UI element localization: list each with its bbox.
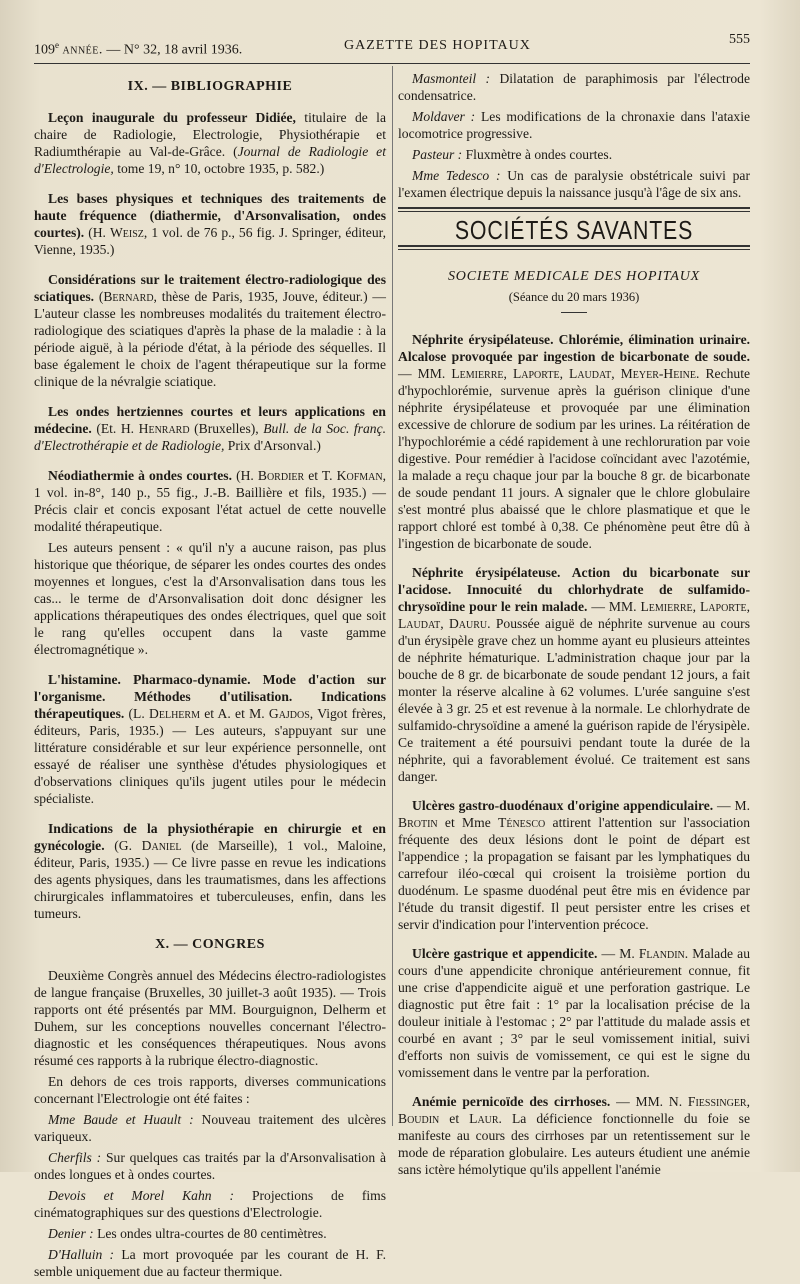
- report-entry: [398, 797, 750, 933]
- bib-author: Weisz,: [109, 225, 148, 240]
- report-entry: [398, 331, 750, 552]
- bib-entry: [34, 467, 386, 535]
- bib-text: thèse de Paris, 1935, Jouve, éditeur.) — L'auteur classe les nombreuses modalités du traitement électro-radiologique des sciatiques d'après la phase de la maladie : à la période aiguë, à la période d'état, à la période des séquelles. Il base également le choix de l'agent thérapeutique sur la forme clinique de la névralgie sciatique.: [34, 289, 386, 389]
- report-authors: Brotin: [398, 815, 438, 830]
- report-text: — MM.: [398, 366, 452, 381]
- report-text: et Mme: [437, 815, 499, 830]
- bib-author: Bernard,: [103, 289, 157, 304]
- report-entry: [398, 945, 750, 1081]
- bib-entry: [34, 820, 386, 922]
- issue-info: [34, 40, 242, 59]
- bib-author: Delherm: [149, 706, 200, 721]
- bib-title: Les ondes hertziennes courtes et leurs applications en médecine.: [34, 404, 386, 436]
- communication-item: [34, 1187, 386, 1221]
- bib-text: Vigot frères, éditeurs, Paris, 1935.) — Les auteurs, s'appuyant sur une littérature considérable et sur leur expérience personnelle, ont essayé de réaliser une synthèse d'études physiologiques et d'observations cliniques qu'ils jugent utiles pour le médecin spécialiste.: [34, 706, 386, 806]
- bib-text: (H.: [232, 468, 258, 483]
- bib-entry: [34, 271, 386, 390]
- communication-author: Moldaver :: [412, 109, 476, 124]
- bib-text: (Bruxelles),: [189, 421, 264, 436]
- bib-journal: Bull. de la Soc. franç. d'Electrothérapie et de Radiologie,: [34, 421, 387, 453]
- communication-author: Mme Tedesco :: [412, 168, 501, 183]
- bib-author: Gajdos,: [268, 706, 314, 721]
- page-number: 555: [729, 32, 750, 47]
- section-rule: [398, 245, 750, 250]
- communication-author: D'Halluin :: [48, 1247, 115, 1262]
- communication-author: Devois et Morel Kahn :: [48, 1188, 235, 1203]
- communication-text: Dilatation de paraphimosis par l'électrode condensatrice.: [398, 71, 750, 103]
- issue-number: 109: [34, 42, 55, 58]
- communication-text: Les ondes ultra-courtes de 80 centimètres.: [93, 1226, 327, 1241]
- report-text: — M.: [597, 946, 639, 961]
- bib-author: Bordier: [257, 468, 305, 483]
- communication-item: [398, 70, 750, 104]
- report-text: Malade au cours d'une appendicite chronique antérieurement connue, fit une crise d'appendicite aiguë et une perforation gastrique. Le diagnostic put être fait : 1° par la localisation précise de la douleur initiale à l'estomac ; 2° par l'attitude du malade assis et courbé en avant ; 3° par le seul vomissement initial, suivi d'efforts non suivis de vomissement, ce qui est le signe du vomissement dans le ventre par la perforation.: [398, 946, 750, 1080]
- communication-author: Cherfils :: [48, 1150, 102, 1165]
- communication-text: Fluxmètre à ondes courtes.: [462, 147, 613, 162]
- header-rule: [34, 63, 750, 64]
- communication-item: [398, 108, 750, 142]
- bib-entry: [34, 403, 386, 454]
- communication-item: [34, 1246, 386, 1280]
- bib-author: Kofman,: [336, 468, 386, 483]
- bib-text: (L.: [124, 706, 150, 721]
- bib-text: (de Marseille), 1 vol., Maloine, éditeur, Paris, 1935.) — Ce livre passe en revue les indications des agents physiques, dans les traumatismes, dans les affections chirurgicales inflammatoires et tuberculeuses, enfin, dans les tumeurs.: [34, 838, 386, 921]
- communication-author: Masmonteil :: [412, 71, 491, 86]
- bib-title: Considérations sur le traitement électro-radiologique des sciatiques.: [34, 272, 386, 304]
- bib-text: 1 vol. in-8°, 140 p., 55 fig., J.-B. Baillière et fils, 1935.) — Précis clair et concis exposant l'état actuel de cette nouvelle modalité thérapeutique.: [34, 485, 386, 534]
- bib-title: Leçon inaugurale du professeur Didiée,: [48, 110, 296, 125]
- bib-text: et T.: [304, 468, 337, 483]
- report-authors: Ténesco: [498, 815, 546, 830]
- bib-entry: [34, 109, 386, 177]
- bib-text: titulaire de la chaire de Radiologie, Electrologie, Physiothérapie et Radiumthérapie au Val-de-Grâce. (: [34, 110, 386, 159]
- communication-text: Sur quelques cas traités par la d'Arsonvalisation à ondes longues et à ondes courtes.: [34, 1150, 386, 1182]
- communication-text: Projections de fims cinématographiques sur des questions d'Electrologie.: [34, 1188, 386, 1220]
- right-column: [398, 70, 750, 1190]
- communication-item: [398, 167, 750, 201]
- bib-text: tome 19, n° 10, octobre 1935, p. 582.): [113, 161, 325, 176]
- congres-paragraph: En dehors de ces trois rapports, diverses communications concernant l'Electrologie ont été faites :: [34, 1074, 386, 1106]
- report-text: attirent l'attention sur l'association fréquente des deux lésions dont le point de départ est l'appendice ; la propagation se faisant par les lymphatiques du carrefour iléo-cœcal qui croisent la troisième portion du duodénum. Le spasme duodénal peut être mis en évidence par l'étude du transit digestif. Il peut persister entre les crises et servir d'indication pour l'intervention précoce.: [398, 815, 750, 932]
- communication-item: [34, 1149, 386, 1183]
- report-title: Néphrite érysipélateuse. Action du bicarbonate sur l'acidose. Innocuité du chlorhydrate de sulfamido-chrysoïdine pour le rein malade.: [398, 565, 750, 614]
- report-title: Anémie pernicoïde des cirrhoses.: [412, 1094, 611, 1109]
- communication-author: Pasteur :: [412, 147, 463, 162]
- bib-text: et A. et M.: [199, 706, 269, 721]
- report-authors: Lemierre, Laporte, Laudat, Meyer-Heine.: [451, 366, 700, 381]
- short-rule: [561, 312, 587, 313]
- seance-date: (Séance du 20 mars 1936): [508, 290, 640, 304]
- communication-item: [34, 1111, 386, 1145]
- report-text: Poussée aiguë de néphrite survenue au cours d'un érysipèle grave chez un homme ayant eu plusieurs atteintes de néphrite hématurique. L'administration chaque jour par la bouche de 8 gr. de bicarbonate de soude pendant 12 jours, a fait monter la réserve alcaline à 62 volumes. L'urée sanguine s'est élevée à 3 gr. 25 et est revenue à la normale. Le chlorhydrate de sulfamido-chrysoïdine a amené la guérison rapide de l'érysipèle. Ce traitement a été poursuivi pendant toute la durée de la néphrite, qui a favorablement évolué. Ce traitement est sans danger.: [398, 616, 750, 784]
- societes-savantes-heading: SOCIÉTÉS SAVANTES: [454, 215, 694, 245]
- report-entry: [398, 564, 750, 785]
- communication-text: Un cas de paralysie obstétricale suivi par l'examen électrique depuis la naissance jusqu'à l'âge de six ans.: [398, 168, 750, 200]
- communication-text: Nouveau traitement des ulcères variqueux.: [34, 1112, 386, 1144]
- page-header: [34, 32, 750, 58]
- report-title: Ulcère gastrique et appendicite.: [412, 946, 598, 961]
- report-text: Rechute d'hypochlorémie, survenue après la guérison clinique d'une néphrite érysipélateuse et provoquée par une élimination excessive de chlorure de sodium par les urines. La réitération de l'hypochlorémie a cédé rapidement à une rechloruration par voie digestive. Pour remédier à l'acidose coïncidant avec l'azotémie, la malade a reçu chaque jour par la bouche 8 gr. de bicarbonate de soude pendant 11 jours. A signaler que le chlore globulaire s'est montré plus abaissé que le chlore plasmatique et que le rapport chloré est tombé à 0,38. Ce phénomène peut être dû à l'ingestion de bicarbonate de soude.: [398, 366, 751, 551]
- communication-text: Les modifications de la chronaxie dans l'ataxie locomotrice progressive.: [398, 109, 750, 141]
- report-text: et: [439, 1111, 470, 1126]
- bib-text: Prix d'Arsonval.): [224, 438, 321, 453]
- bib-entry: [34, 190, 386, 258]
- bib-author: Daniel: [141, 838, 182, 853]
- bib-text: (G.: [104, 838, 142, 853]
- bib-entry: [34, 671, 386, 807]
- report-text: — MM. N.: [610, 1094, 688, 1109]
- bib-title: Néodiathermie à ondes courtes.: [48, 468, 232, 483]
- report-title: Néphrite érysipélateuse. Chlorémie, élimination urinaire. Alcalose provoquée par ingestion de bicarbonate de soude.: [398, 332, 750, 364]
- bib-title: L'histamine. Pharmaco-dynamie. Mode d'action sur l'organisme. Méthodes d'utilisation. Indications thérapeutiques.: [34, 672, 386, 721]
- communication-item: [34, 1225, 386, 1242]
- journal-title: GAZETTE DES HOPITAUX: [344, 38, 531, 53]
- communication-item: [398, 146, 750, 163]
- issue-sup: e: [55, 40, 59, 50]
- report-entry: [398, 1093, 750, 1178]
- bib-journal: Journal de Radiologie et d'Electrologie,: [34, 144, 386, 176]
- report-text: — MM.: [587, 599, 641, 614]
- report-authors: Flandin.: [638, 946, 689, 961]
- issue-annee: année.: [62, 42, 103, 58]
- communication-author: Denier :: [48, 1226, 94, 1241]
- bib-text: (H.: [84, 225, 110, 240]
- report-authors: Lemierre, Laporte, Laudat, Dauru.: [398, 599, 750, 631]
- congres-paragraph: Deuxième Congrès annuel des Médecins électro-radiologistes de langue française (Bruxelles, 30 juillet-3 août 1935). — Trois rapports ont été présentés par MM. Bourguignon, Delherm et Duhem, sur les conceptions nouvelles concernant l'électro-diagnostic et les conséquences thérapeutiques. Nous avons résumé ces rapports à la rubrique électro-diagnostic.: [34, 968, 386, 1068]
- column-separator: [392, 66, 393, 1126]
- bib-text: (Et. H.: [91, 421, 139, 436]
- report-authors: Fiessinger, Boudin: [398, 1094, 750, 1126]
- bib-text: (: [94, 289, 104, 304]
- section-congres-title: X. — CONGRES: [155, 937, 265, 952]
- bib-title: Indications de la physiothérapie en chirurgie et en gynécologie.: [34, 821, 386, 853]
- bib-paragraph: Les auteurs pensent : « qu'il n'y a aucune raison, pas plus historique que théorique, de séparer les ondes courtes des ondes moyennes et longues, c'est la d'Arsonvalisation dans tous les cas... le terme de d'Arsonvalisation doit donc désigner les applications thérapeutiques des ondes électriques, quel que soit le rang qu'elles occupent dans la vaste gamme électromagnétique ».: [34, 540, 386, 657]
- society-name: SOCIETE MEDICALE DES HOPITAUX: [448, 269, 700, 284]
- bib-title: Les bases physiques et techniques des traitements de haute fréquence (diathermie, d'Arsonvalisation, ondes courtes).: [34, 191, 386, 240]
- communication-text: La mort provoquée par les courant de H. F. semble uniquement due au facteur thermique.: [34, 1247, 387, 1279]
- issue-date: — N° 32, 18 avril 1936.: [106, 42, 243, 58]
- communication-author: Mme Baude et Huault :: [48, 1112, 194, 1127]
- report-text: La déficience fonctionnelle du foie se manifeste au cours des cirrhoses par un retentissement sur le mode de réparation globulaire. Les auteurs étudient une anémie sans ictère hémolytique qu'ils appellent l'anémie: [398, 1111, 751, 1177]
- report-text: — M.: [713, 798, 750, 813]
- section-rule: [398, 207, 750, 212]
- section-bibliographie-title: IX. — BIBLIOGRAPHIE: [127, 79, 293, 94]
- report-title: Ulcères gastro-duodénaux d'origine appendiculaire.: [412, 798, 714, 813]
- report-authors: Laur.: [469, 1111, 502, 1126]
- bib-author: Henrard: [138, 421, 190, 436]
- bib-text: 1 vol. de 76 p., 56 fig. J. Springer, éditeur, Vienne, 1935.): [34, 225, 386, 257]
- left-column: [34, 70, 386, 1284]
